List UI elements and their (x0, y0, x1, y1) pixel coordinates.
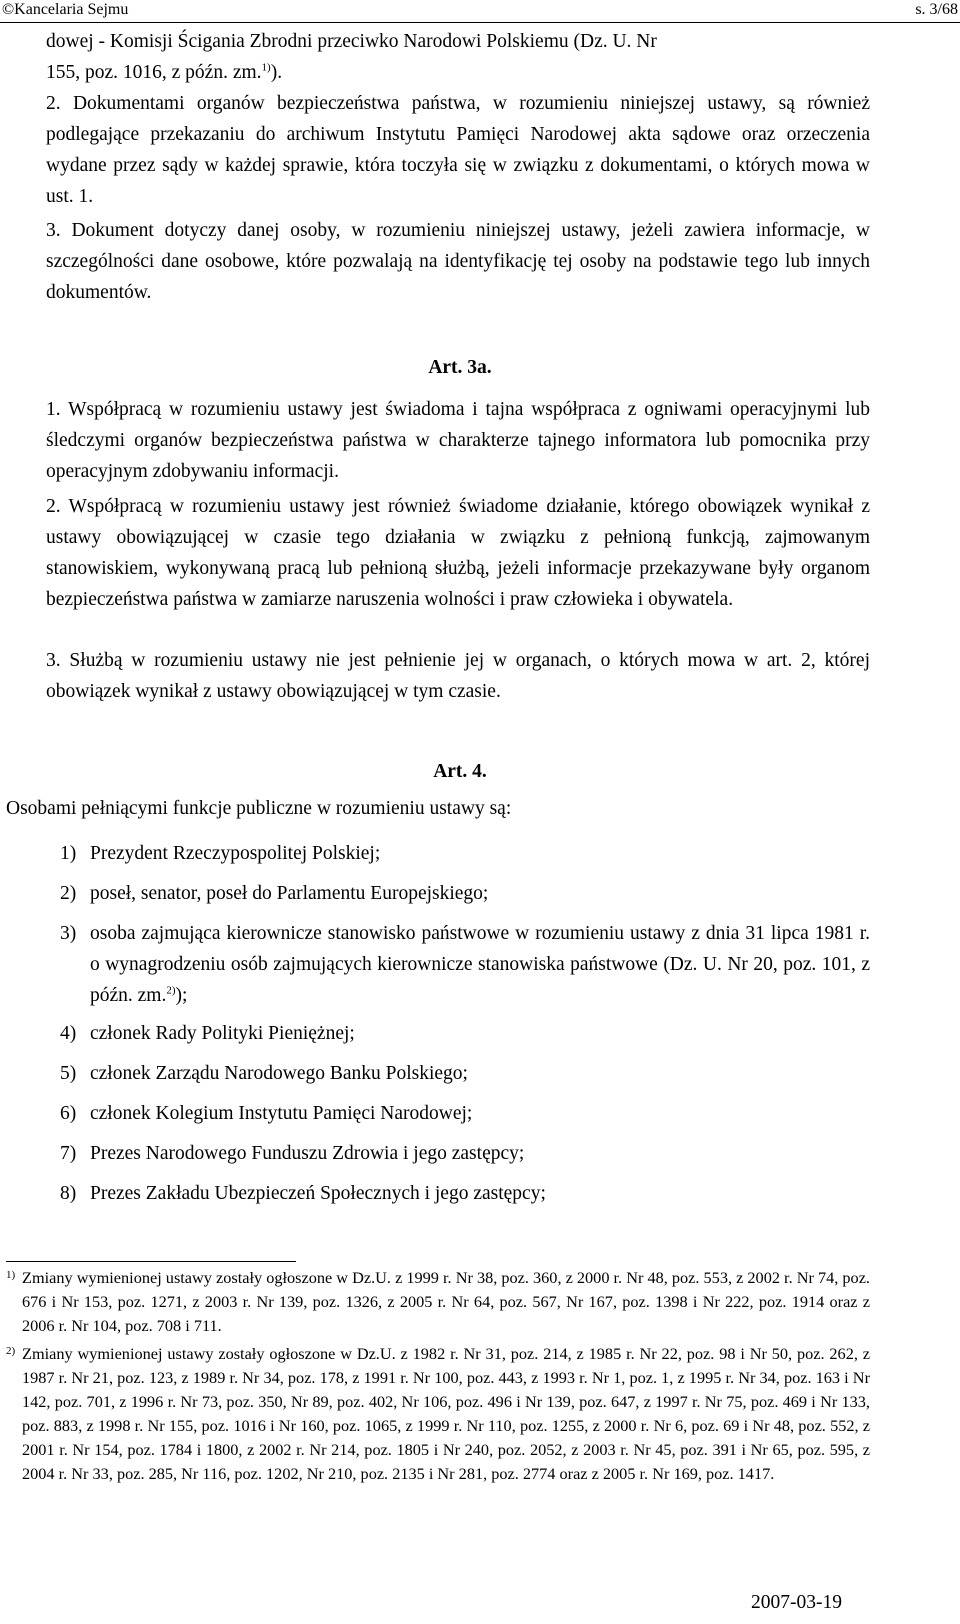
article-3a-paragraph-2: 2. Współpracą w rozumieniu ustawy jest również świadome działanie, którego obowiązek wynikał z ustawy obowiązującej w czasie tego działania w związku z pełnioną funkcją, zajmowanym stanowiskiem, wykonywaną pracą lub pełnioną służbą, jeżeli informacje przekazywane były organom bezpieczeństwa państwa w zamiarze naruszenia wolności i praw człowieka i obywatela. (46, 496, 870, 610)
article-3a-title: Art. 3a. (428, 357, 492, 378)
article-4-title: Art. 4. (433, 761, 487, 782)
list-item: 6) członek Kolegium Instytutu Pamięci Narodowej; (60, 1103, 473, 1124)
footnote-2: 2) Zmiany wymienionej ustawy zostały ogłoszone w Dz.U. z 1982 r. Nr 31, poz. 214, z 1985 r. Nr 22, poz. 98 i Nr 50, poz. 262, z 1987 r. Nr 21, poz. 123, z 1989 r. Nr 34, poz. 178, z 1991 r. Nr 100, poz. 443, z 1993 r. Nr 1, poz. 1, z 1995 r. Nr 34, poz. 163 i Nr 142, poz. 701, z 1996 r. Nr 73, poz. 350, Nr 89, poz. 402, Nr 106, poz. 496 i Nr 139, poz. 647, z 1997 r. Nr 75, poz. 469 i Nr 133, poz. 883, z 1998 r. Nr 155, poz. 1016 i Nr 160, poz. 1065, z 1999 r. Nr 110, poz. 1255, z 2000 r. Nr 6, poz. 69 i Nr 48, poz. 552, z 2001 r. Nr 154, poz. 1784 i 1800, z 2002 r. Nr 214, poz. 1805 i Nr 240, poz. 2052, z 2003 r. Nr 45, poz. 391 i Nr 65, poz. 595, z 2004 r. Nr 33, poz. 285, Nr 116, poz. 1202, Nr 210, poz. 2135 i Nr 281, poz. 2774 oraz z 2005 r. Nr 169, poz. 1417. (6, 1344, 870, 1483)
intro-line-2: 155, poz. 1016, z późn. zm.$^{1)}$). (46, 61, 283, 83)
list-item: 8) Prezes Zakładu Ubezpieczeń Społecznych i jego zastępcy; (60, 1183, 546, 1204)
list-item: 5) członek Zarządu Narodowego Banku Polskiego; (60, 1063, 468, 1084)
list-item: 7) Prezes Narodowego Funduszu Zdrowia i jego zastępcy; (60, 1143, 525, 1164)
intro-line-1: dowej - Komisji Ścigania Zbrodni przeciwko Narodowi Polskiemu (Dz. U. Nr (46, 31, 657, 52)
list-item: 4) członek Rady Polityki Pieniężnej; (60, 1023, 355, 1044)
list-item: 2) poseł, senator, poseł do Parlamentu Europejskiego; (60, 883, 489, 904)
article-4-lead: Osobami pełniącymi funkcje publiczne w rozumieniu ustawy są: (6, 798, 512, 819)
page-number: s. 3/68 (915, 1, 958, 18)
copyright-label: ©Kancelaria Sejmu (2, 1, 129, 18)
list-item: 3) osoba zajmująca kierownicze stanowisko państwowe w rozumieniu ustawy z dnia 31 lipca 1981 r. o wynagrodzeniu osób zajmujących kierownicze stanowiska państwowe (Dz. U. Nr 20, poz. 101, z późn. zm.$^{2)}$); (60, 923, 870, 1006)
paragraph-3: 3. Dokument dotyczy danej osoby, w rozumieniu niniejszej ustawy, jeżeli zawiera informacje, w szczególności dane osobowe, które pozwalają na identyfikację tej osoby na podstawie tego lub innych dokumentów. (46, 220, 870, 303)
footnote-1: 1) Zmiany wymienionej ustawy zostały ogłoszone w Dz.U. z 1999 r. Nr 38, poz. 360, z 2000 r. Nr 48, poz. 553, z 2002 r. Nr 74, poz. 676 i Nr 153, poz. 1271, z 2003 r. Nr 139, poz. 1326, z 2005 r. Nr 64, poz. 567, Nr 167, poz. 1398 i Nr 222, poz. 1914 oraz z 2006 r. Nr 104, poz. 708 i 711. (6, 1268, 870, 1335)
list-item: 1) Prezydent Rzeczypospolitej Polskiej; (60, 843, 381, 864)
footnote-separator (6, 1261, 296, 1262)
paragraph-2: 2. Dokumentami organów bezpieczeństwa państwa, w rozumieniu niniejszej ustawy, są również podlegające przekazaniu do archiwum Instytutu Pamięci Narodowej akta sądowe oraz orzeczenia wydane przez sądy w każdej sprawie, która toczyła się w związku z dokumentami, o których mowa w ust. 1. (46, 93, 870, 207)
article-3a-paragraph-3: 3. Służbą w rozumieniu ustawy nie jest pełnienie jej w organach, o których mowa w art. 2, której obowiązek wynikał z ustawy obowiązującej w tym czasie. (46, 650, 870, 702)
document-date: 2007-03-19 (751, 1592, 842, 1613)
intro-continuation (46, 26, 870, 88)
article-3a-paragraph-1: 1. Współpracą w rozumieniu ustawy jest świadoma i tajna współpraca z ogniwami operacyjnymi lub śledczymi organów bezpieczeństwa państwa w charakterze tajnego informatora lub pomocnika przy operacyjnym zdobywaniu informacji. (46, 399, 870, 482)
page-header (0, 0, 960, 23)
